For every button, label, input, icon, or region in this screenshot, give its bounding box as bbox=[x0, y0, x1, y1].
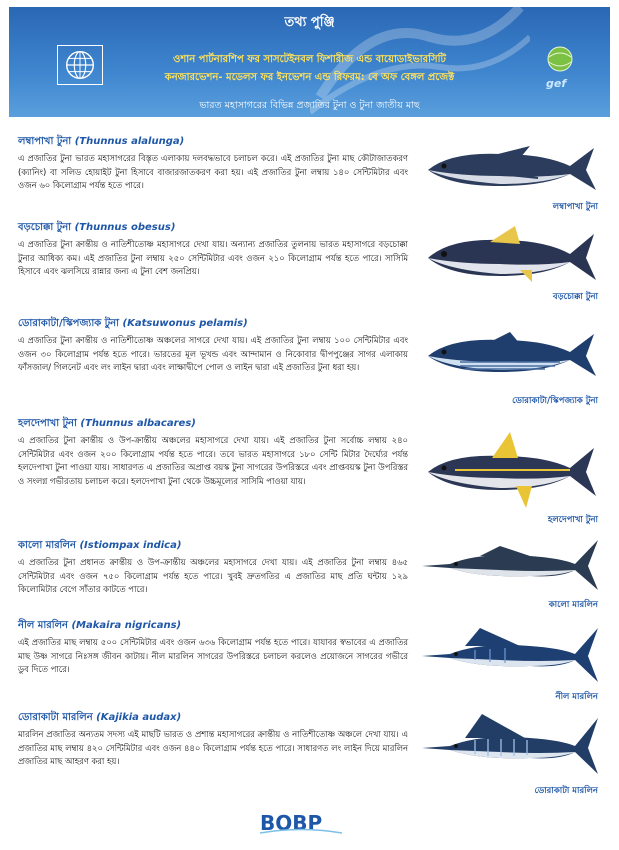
header-subtitle: ভারত মহাসাগরের বিভিন্ন প্রজাতির টুনা ও টুনা জাতীয় মাছ bbox=[199, 100, 420, 111]
species-description: এ প্রজাতির টুনা ক্রান্তীয় ও নাতিশীতোষ্ণ মহাসাগরে দেখা যায়। অন্যান্য প্রজাতির তুলনায় ভারত মহাসাগরে বড়চোক্কা টুনার আধিক্য কম। এই প্রজাতির টুনা লম্বায় ২৫০ সেন্টিমিটার এবং ওজন ২১০ কিলোগ্রাম পর্যন্ত হতে পারে। সাসিমি হিসাবে এবং ঝলসিয়ে রান্নার জন্য এ টুনা বেশ জনপ্রিয়। bbox=[18, 239, 408, 276]
header-project-line-1: ওশান পার্টনারশিপ ফর সাসটেইনবল ফিশারীজ এন্ড বায়োডাইভারসিটি bbox=[173, 54, 446, 65]
species-striped-marlin bbox=[18, 712, 408, 769]
species-description: এ প্রজাতির টুনা ক্রান্তীয় ও উপ-ক্রান্তীয় অঞ্চলের মহাসাগরে দেখা যায়। এই প্রজাতির টুনা সর্বোচ্চ লম্বায় ২৪০ সেন্টিমিটার এবং ওজন ২০০ কিলোগ্রাম পর্যন্ত হতে পারে। তবে ভারত মহাসাগরে ১৮০ সেন্টি মিটার দৈর্ঘ্যের পর্যন্ত হলদেপাখা টুনা পাওয়া যায়। সাধারণত এ প্রজাতির অপ্রাপ্ত বয়স্ক টুনা সাগরের উপরিস্তরে এবং প্রাপ্তবয়স্ক টুনা উপরিস্তর ও সংলগ্ন গভীরতায় চলাচল করে। হলদেপাখা টুনা থেকে উচ্চমূল্যের সাসিমি পাওয়া যায়। bbox=[18, 435, 408, 486]
species-latin: (Makaira nigricans) bbox=[71, 620, 182, 631]
species-heading bbox=[18, 620, 408, 632]
species-bigeye bbox=[18, 222, 408, 279]
blue-marlin-image bbox=[420, 620, 600, 686]
skipjack-caption: ডোরাকাটা/স্কিপজ্যাক টুনা bbox=[512, 396, 598, 406]
bobp-logo bbox=[256, 808, 346, 836]
species-name: বড়চোক্কা টুনা bbox=[18, 222, 72, 233]
species-description: এ প্রজাতির টুনা ভারত মহাসাগরের বিস্তৃত এলাকায় দলবদ্ধভাবে চলাচল করে। এই প্রজাতির টুনা মাছ কৌটাজাতকরণ (ক্যানিং) বা সলিড হোয়াইট টুনা হিসাবে বাজারজাতকরণ করা হয়। এই প্রজাতির টুনা লম্বায় ১৪০ সেন্টিমিটার এবং ওজন ৬০ কিলোগ্রাম পর্যন্ত হতে পারে। bbox=[18, 153, 408, 190]
species-heading bbox=[18, 418, 408, 430]
species-heading bbox=[18, 136, 408, 148]
bigeye-caption: বড়চোক্কা টুনা bbox=[552, 292, 598, 302]
species-latin: (Kajikia audax) bbox=[96, 712, 182, 723]
species-description: এই প্রজাতির মাছ লম্বায় ৫০০ সেন্টিমিটার এবং ওজন ৬৩৬ কিলোগ্রাম পর্যন্ত হতে পারে। যাযাবর স্বভাবের এ প্রজাতির মাছ উষ্ণ সাগরে নিঃসঙ্গ জীবন কাটায়। নীল মারলিন সাগরের উপরিস্তরে চলাচল করলেও প্রয়োজনে সাগরের গভীরে ডুব দিতে পারে। bbox=[18, 637, 408, 674]
blue-marlin-caption: নীল মারলিন bbox=[555, 692, 598, 702]
species-name: ডোরাকাটা/স্কিপজ্যাক টুনা bbox=[18, 318, 120, 329]
species-name: হলদেপাখা টুনা bbox=[18, 418, 77, 429]
species-name: কালো মারলিন bbox=[18, 540, 76, 551]
header-banner bbox=[9, 7, 610, 117]
species-description: এ প্রজাতির টুনা প্রধানত ক্রান্তীয় ও উপ-ক্রান্তীয় অঞ্চলের মহাসাগরে দেখা যায়। এই প্রজাতির টুনা লম্বায় ৪৬৫ সেন্টিমিটার এবং ওজন ৭৫০ কিলোগ্রাম পর্যন্ত হতে পারে। খুবই দ্রুতগতির এ প্রজাতির মাছ প্রতি ঘন্টায় ১২৯ কিলোমিটার বেগে সাঁতার কাটতে পারে। bbox=[18, 557, 408, 594]
striped-marlin-image bbox=[420, 708, 600, 778]
header-project-line-2: কনজারভেশন- মডেলস ফর ইনভেশন এন্ড রিফরম: বে অফ বেঙ্গল প্রজেক্ট bbox=[164, 72, 455, 83]
species-name: নীল মারলিন bbox=[18, 620, 68, 631]
species-blue-marlin bbox=[18, 620, 408, 677]
black-marlin-caption: কালো মারলিন bbox=[548, 600, 598, 610]
bobp-logo-text: BOBP bbox=[260, 811, 323, 835]
gef-logo-text: gef bbox=[546, 77, 567, 90]
skipjack-fish-image bbox=[420, 322, 600, 386]
species-latin: (Istiompax indica) bbox=[79, 540, 182, 551]
species-name: ডোরাকাটা মারলিন bbox=[18, 712, 93, 723]
albacore-caption: লম্বাপাখা টুনা bbox=[552, 202, 598, 212]
species-latin: (Thunnus alalunga) bbox=[74, 136, 185, 147]
species-description: মারলিন প্রজাতির অন্যতম সদস্য এই মাছটি ভারত ও প্রশান্ত মহাসাগরের ক্রান্তীয় ও নাতিশীতোষ্ণ অঞ্চলে দেখা যায়। এ প্রজাতির মাছ লম্বায় ৪২০ সেন্টিমিটার এবং ওজন ৪৪০ কিলোগ্রাম পর্যন্ত হতে পারে। সাধারণত লং লাইন দিয়ে মারলিন প্রজাতির মাছ আহরণ করা হয়। bbox=[18, 729, 408, 766]
bigeye-fish-image bbox=[420, 222, 600, 288]
black-marlin-image bbox=[420, 534, 600, 594]
species-latin: (Thunnus albacares) bbox=[80, 418, 196, 429]
species-heading bbox=[18, 222, 408, 234]
species-skipjack bbox=[18, 318, 408, 375]
species-name: লম্বাপাখা টুনা bbox=[18, 136, 72, 147]
yellowfin-fish-image bbox=[420, 430, 600, 510]
page-title: তথ্য পুঞ্জি bbox=[284, 15, 335, 30]
species-latin: (Katsuwonus pelamis) bbox=[122, 318, 248, 329]
species-heading bbox=[18, 540, 408, 552]
albacore-fish-image bbox=[420, 136, 600, 200]
species-description: এ প্রজাতির টুনা ক্রান্তীয় ও নাতিশীতোষ্ণ অঞ্চলের সাগরে দেখা যায়। এই প্রজাতির টুনা লম্বায় ১০০ সেন্টিমিটার এবং ওজন ৩০ কিলোগ্রাম পর্যন্ত হতে পারে। ভারতের মূল ভূখন্ড এবং আন্দামান ও নিকোবার দ্বীপপুঞ্জের সাগর এলাকায় ফাঁসজাল/ গিলনেট এবং লং লাইন দ্বারা এবং লাক্ষাদ্বীপে পোল ও লাইন দ্বারা এই প্রজাতির টুনা ধরা হয়। bbox=[18, 335, 408, 372]
species-heading bbox=[18, 318, 408, 330]
species-latin: (Thunnus obesus) bbox=[74, 222, 176, 233]
striped-marlin-caption: ডোরাকাটা মারলিন bbox=[534, 786, 598, 796]
species-black-marlin bbox=[18, 540, 408, 597]
yellowfin-caption: হলদেপাখা টুনা bbox=[547, 515, 598, 525]
species-yellowfin bbox=[18, 418, 408, 488]
species-albacore bbox=[18, 136, 408, 193]
species-heading bbox=[18, 712, 408, 724]
